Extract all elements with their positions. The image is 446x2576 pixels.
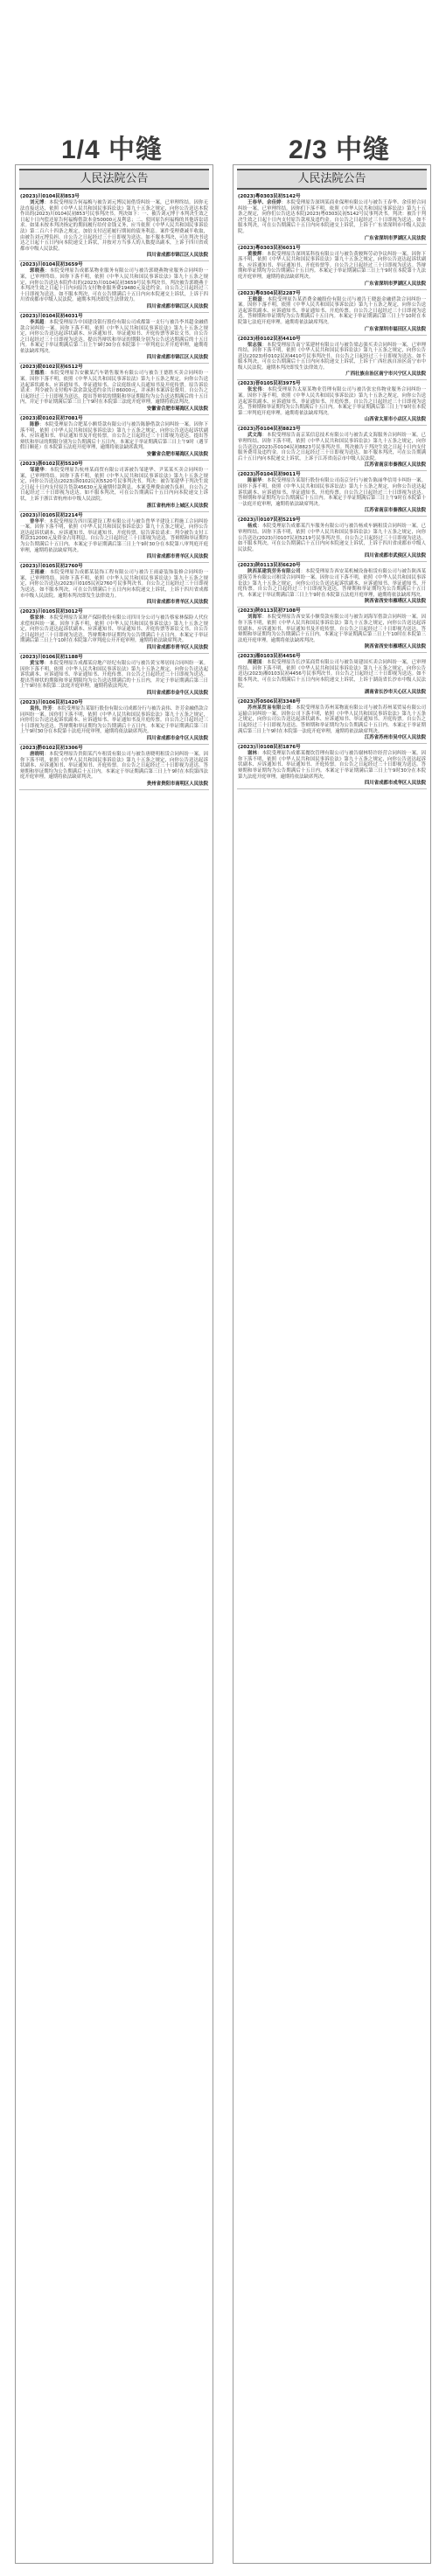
notice-body: 黄骏辉：本院受理原告深圳某科技有限公司与被告黄骏辉劳动争议纠纷一案。因你下落不明，依照《中华人民共和国民事诉讼法》第九十五条之规定，向你公告送达起诉状副本、应诉通知书、举证通知书、开庭传票等。自公告之日起经过三十日即视为送达。答辩期和举证期均为公告期满后十五日内。本案定于举证期满后第三日上午9时在本院第十九法庭开庭审理，逾期将依法缺席判决。 <box>238 251 426 280</box>
notice-body: 陈静：本院受理原告合肥某小额贷款有限公司与被告陈静借款合同纠纷一案。因你下落不明，依照《中华人民共和国民事诉讼法》第九十五条之规定，向你公告送达起诉状副本、应诉通知书、举证通知书及开庭传票。自公告之日起经过三十日即视为送达。提出答辩状和举证的期限分别为公告期满后十五日内。本案定于举证期满后第三日上午9时（遇节假日顺延）在本院第五法庭开庭审理，逾期将依法缺席裁判。 <box>20 422 208 451</box>
court-notice <box>16 745 213 789</box>
notice-party: 杨成 <box>247 524 258 530</box>
notice-body: 蔡家林：本院受理原告某财产保险股份有限公司四川分公司与被告蔡家林保险人代位求偿权纠纷一案。因你下落不明，依照《中华人民共和国民事诉讼法》第九十五条之规定，向你公告送达起诉状副本、应诉通知书、举证通知书、开庭传票等诉讼文书。自公告之日起经过三十日即视为送达。答辩期和举证期均为公告期满后十五日内。本案定于举证期满后第三日上午10时在本院第六审判庭公开开庭审理。逾期将依法缺席判决。 <box>20 615 208 644</box>
notice-party: 蔡家林 <box>30 615 45 621</box>
notice-court-signature: 湖南省长沙市天心区人民法院 <box>364 690 426 696</box>
notice-party: 袁伟, 许芳 <box>30 706 52 712</box>
notice-body: 陈丽华：本院受理原告某银行股份有限公司南京分行与被告陈丽华信用卡纠纷一案。因你下落不明，依照《中华人民共和国民事诉讼法》第九十五条之规定，向你公告送达起诉状副本、应诉通知书、举证通知书、开庭传票。自公告之日起经过三十日即视为送达。答辩期和举证期均为公告期满后十五日内。本案定于举证期满后第三日上午9时在本院第十一法庭开庭审理，逾期将依法缺席判决。 <box>238 478 426 507</box>
notice-case-number: (2023)陕0113民初7108号 <box>238 608 301 614</box>
notice-court-signature: 四川省成都市青羊区人民法院 <box>146 645 208 651</box>
notice-court-signature: 广东省深圳市罗湖区人民法院 <box>364 235 426 241</box>
notice-court-signature: 陕西省西安市雁塔区人民法院 <box>364 599 426 605</box>
notice-body: 王春华、余佳婷：本院受理原告深圳某商业保理有限公司与被告王春华、余佳婷合同纠纷一案，已审理终结。因你们下落不明，依照《中华人民共和国民事诉讼法》第九十五条之规定，向你们公告送达本院(2023)粤0303民初5142号民事判决书。判决：被告于判决生效之日起十日内支付原告款项及违约金。自公告之日起经过三十日即视为送达。如不服本判决，可在公告期满后十五日内向本院递交上诉状，上诉于广东省深圳市中级人民法院。 <box>238 200 426 234</box>
notice-body: 李其超：本院受理原告中国建设银行股份有限公司成都第一支行与被告李其超金融借款合同纠纷一案。因你下落不明，依照《中华人民共和国民事诉讼法》第九十五条之规定，向你公告送达起诉状副本、应诉通知书、举证通知书、开庭传票等诉讼文书。自公告之日起经过三十日即视为送达。提出答辩状和举证的期限分别为公告送达期满后的十五日内。本案定于举证期满后第三日上午9时30分在本院第十一审判庭公开开庭审理，逾期将依法缺席判决。 <box>20 319 208 354</box>
court-notice <box>16 608 213 653</box>
notice-text: 本院受理原告苏州某物流有限公司与被告苏州某贸易有限公司运输合同纠纷一案。因你公司下落不明，依照《中华人民共和国民事诉讼法》第九十五条之规定，向你公司公告送达起诉状副本、应诉通知书、举证通知书、开庭传票。自公告之日起经过三十日即视为送达。答辩期和举证期均为公告期满后十五日内。本案定于举证期满后第三日上午9时在本院第一法庭开庭审理，逾期将依法缺席判决。 <box>238 705 426 734</box>
notice-court-signature: 广东省深圳市罗湖区人民法院 <box>364 281 426 287</box>
notice-court-signature: 四川省成都市锦江区人民法院 <box>146 253 208 259</box>
notice-case-number: (2023)皖0102民初6512号 <box>20 365 83 371</box>
notice-case-number: (2023)黔0102民初3306号 <box>20 746 83 751</box>
notice-body: 武文海：本院受理原告南京某信息技术有限公司与被告武文海服务合同纠纷一案，已审理终结。因你下落不明，依照《中华人民共和国民事诉讼法》第九十五条之规定，向你公告送达(2023)苏0104民初8823号民事判决书。判决被告于判决生效之日起十日内支付服务费用及违约金。自公告之日起经过三十日即视为送达。如不服本判决，可在公告期满后十五日内向本院递交上诉状，上诉于江苏省南京市中级人民法院。 <box>238 433 426 462</box>
notice-case-number: (2023)川0105民初2214号 <box>20 512 83 518</box>
court-notice <box>233 744 430 788</box>
notice-party: 武文海 <box>247 433 262 439</box>
notice-court-signature: 四川省成都市金牛区人民法院 <box>146 736 208 741</box>
court-notice <box>16 313 213 364</box>
notice-court-signature: 四川省成都市锦江区人民法院 <box>146 355 208 361</box>
notice-party: 王春华、余佳婷 <box>247 200 282 205</box>
court-notice <box>16 563 213 608</box>
court-notice <box>233 290 430 335</box>
notice-party: 郭晓燕 <box>30 268 45 274</box>
notice-body: 黄宝琴：本院受理原告成都某房地产经纪有限公司与被告黄宝琴居间合同纠纷一案。因你下落不明，依照《中华人民共和国民事诉讼法》第九十五条之规定，向你公告送达起诉状副本、应诉通知书、举证通知书、开庭传票。自公告之日起经过三十日即视为送达。提出答辩状的期限和举证期限均为公告送达期满后的十五日内，并定于举证期满后第三日上午9时在本院第二法庭开庭审理。逾期将依法判决。 <box>20 661 208 690</box>
notice-court-signature: 浙江省杭州市上城区人民法院 <box>146 503 208 509</box>
right-column-title: 2/3 中缝 <box>289 135 391 164</box>
notice-court-signature: 四川省成都市金牛区人民法院 <box>146 691 208 697</box>
notice-court-signature: 安徽省合肥市瑶海区人民法院 <box>146 406 208 413</box>
notice-party: 刘元博 <box>30 200 45 205</box>
notice-party: 黄骏辉 <box>247 251 262 257</box>
notice-court-signature: 四川省成都市青羊区人民法院 <box>146 600 208 606</box>
notice-text: 本院受理原告成都某汽车服务有限公司与被告杨成车辆租赁合同纠纷一案，已审理终结。因你下落不明，依照《中华人民共和国民事诉讼法》第九十五条之规定，向你公告送达(2023)川0107民初5219号民事判决书。自公告之日起经过三十日即视为送达。如不服本判决，可在公告期满后十五日内向本院递交上诉状，上诉于四川省成都市中级人民法院。 <box>238 524 426 552</box>
notice-text: 本院受理原告深圳某科技有限公司与被告黄骏辉劳动争议纠纷一案。因你下落不明，依照《中华人民共和国民事诉讼法》第九十五条之规定，向你公告送达起诉状副本、应诉通知书、举证通知书、开庭传票等。自公告之日起经过三十日即视为送达。答辩期和举证期均为公告期满后十五日内。本案定于举证期满后第三日上午9时在本院第十九法庭开庭审理，逾期将依法缺席判决。 <box>238 251 426 280</box>
notice-party: 陈静 <box>30 422 40 428</box>
notice-case-number: (2023)苏0506民初3348号 <box>238 699 301 705</box>
notice-case-number: (2023)川0107民初5219号 <box>238 517 301 524</box>
court-notice <box>233 653 430 698</box>
notice-case-number: (2023)浙0102民初5520号 <box>20 462 83 467</box>
notice-court-signature: 安徽省合肥市瑶海区人民法院 <box>146 452 208 457</box>
notice-body: 陕西某建筑劳务有限公司：本院受理原告西安某机械设备租赁有限公司与被告陕西某建筑劳务有限公司租赁合同纠纷一案。因你公司下落不明，依照《中华人民共和国民事诉讼法》第九十五条之规定，向你公司公告送达起诉状副本、应诉通知书、举证通知书、开庭传票。自公告之日起经过三十日即视为送达。答辩期和举证期均为公告期满后十五日内。本案定于举证期满后第三日上午9时在本院第五法庭开庭审理，逾期将依法缺席判决。 <box>238 569 426 598</box>
court-notice <box>16 699 213 744</box>
notice-body: 郭晓燕：本院受理原告成都某物业服务有限公司与被告郭晓燕物业服务合同纠纷一案，已审理终结。因你下落不明，依照《中华人民共和国民事诉讼法》第九十五条之规定，向你公告送达本院作出的(2023)川0104民初3659号民事判决书。判决被告郭晓燕于本判决生效之日起十日内向原告支付物业服务费19480元及违约金。自公告之日起经过三十日即视为送达。如不服本判决，可在公告期满后十五日内向本院递交上诉状，上诉于四川省成都市中级人民法院。逾期本判决即发生法律效力。 <box>20 268 208 303</box>
notice-body: 苏州某贸易有限公司：本院受理原告苏州某物流有限公司与被告苏州某贸易有限公司运输合同纠纷一案。因你公司下落不明，依照《中华人民共和国民事诉讼法》第九十五条之规定，向你公司公告送达起诉状副本、应诉通知书、举证通知书、开庭传票。自公告之日起经过三十日即视为送达。答辩期和举证期均为公告期满后十五日内。本案定于举证期满后第三日上午9时在本院第一法庭开庭审理，逾期将依法缺席判决。 <box>238 705 426 734</box>
court-notice <box>16 261 213 312</box>
court-notice <box>16 415 213 460</box>
notice-party: 刘海军 <box>247 614 262 621</box>
notice-court-signature: 四川省成都市成华区人民法院 <box>364 781 426 787</box>
court-notice <box>233 380 430 425</box>
notice-court-signature: 四川省成都市青羊区人民法院 <box>146 554 208 560</box>
left-notice-list <box>16 193 213 790</box>
notice-text: 本院受理原告成都某物业服务有限公司与被告郭晓燕物业服务合同纠纷一案，已审理终结。因你下落不明，依照《中华人民共和国民事诉讼法》第九十五条之规定，向你公告送达本院作出的(2023)川0104民初3659号民事判决书。判决被告郭晓燕于本判决生效之日起十日内向原告支付物业服务费19480元及违约金。自公告之日起经过三十日即视为送达。如不服本判决，可在公告期满后十五日内向本院递交上诉状，上诉于四川省成都市中级人民法院。逾期本判决即发生法律效力。 <box>20 268 208 303</box>
notice-text: 本院受理原告成都某装饰工程有限公司与被告王雨豪装饰装修合同纠纷一案，已审理终结。因你下落不明，依照《中华人民共和国民事诉讼法》第九十五条之规定，向你公告送达(2023)川0105民初2760号民事判决书。自公告之日起经过三十日即视为送达。如不服本判决，可在公告期满后十五日内向本院递交上诉状，上诉于四川省成都市中级人民法院。逾期本判决即发生法律效力。 <box>20 570 208 599</box>
notice-body: 王德胜：本院受理原告安徽某汽车销售服务有限公司与被告王德胜买卖合同纠纷一案。因你下落不明，依照《中华人民共和国民事诉讼法》第九十五条之规定，向你公告送达起诉状副本、应诉通知书、举证通知书、合议庭组成人员通知书及开庭传票。原告诉讼请求：判令被告支付购车款余款及违约金共计86000元，并承担本案诉讼费用。自公告之日起经过三十日即视为送达。提出答辩状的期限和举证期限均为公告送达期满后的十五日内，并定于举证期满后第三日上午9时在本院第三法庭开庭审理。逾期将依法判决。 <box>20 371 208 406</box>
notice-body: 唐晓明：本院受理原告贵阳某汽车租赁有限公司与被告唐晓明租赁合同纠纷一案。因你下落不明，依照《中华人民共和国民事诉讼法》第九十五条之规定，向你公告送达起诉状副本、应诉通知书、举证通知书、开庭传票。自公告之日起经过三十日即视为送达。答辩期和举证期均为公告期满后十五日内。本案定于举证期满后第三日上午9时在本院第四法庭开庭审理。逾期将依法缺席判决。 <box>20 752 208 781</box>
notice-party: 王晓磊 <box>247 296 263 302</box>
notice-text: 本院受理原告太原某物业管理有限公司与被告张宏伟物业服务合同纠纷一案。因你下落不明，依照《中华人民共和国民事诉讼法》第九十五条之规定，向你公告送达起诉状副本、应诉通知书、举证通知书、开庭传票。自公告之日起经过三十日即视为送达。答辩期和举证期均为公告期满后十五日内。本案定于举证期满后第三日上午9时在本院第二审判庭开庭审理。逾期将依法缺席判决。 <box>238 387 426 416</box>
notice-text: 本院受理原告成都某餐饮管理有限公司与被告谢林特许经营合同纠纷一案。因你下落不明，依照《中华人民共和国民事诉讼法》第九十五条之规定，向你公告送达起诉状副本、应诉通知书、举证通知书、开庭传票。自公告之日起经过三十日即视为送达。答辩期和举证期均为公告期满后十五日内。本案定于举证期满后第三日上午9时30分在本院第九法庭开庭审理，逾期将依法缺席判决。 <box>238 751 426 780</box>
notice-party: 张宏伟 <box>247 387 263 393</box>
court-notice <box>233 193 430 244</box>
notice-case-number: (2023)苏0104民初9011号 <box>238 472 301 478</box>
notice-case-number: (2023)川0106民初1420号 <box>20 700 83 706</box>
notice-case-number: (2023)晋0105民初3975号 <box>238 381 301 387</box>
notice-body: 王雨豪：本院受理原告成都某装饰工程有限公司与被告王雨豪装饰装修合同纠纷一案，已审理终结。因你下落不明，依照《中华人民共和国民事诉讼法》第九十五条之规定，向你公告送达(2023)川0105民初2760号民事判决书。自公告之日起经过三十日即视为送达。如不服本判决，可在公告期满后十五日内向本院递交上诉状，上诉于四川省成都市中级人民法院。逾期本判决即发生法律效力。 <box>20 570 208 599</box>
court-notice <box>16 193 213 260</box>
notice-text: 本院受理原告某银行股份有限公司成都分行与被告袁伟、许芳金融借款合同纠纷一案。因你们下落不明，依照《中华人民共和国民事诉讼法》第九十五条之规定，向你们公告送达起诉状副本、应诉通知书、举证通知书及开庭传票。自公告之日起经过三十日即视为送达。答辩期和举证期均为公告期满后十五日内。本案定于举证期满后第三日上午9时30分在本院第十法庭开庭审理，逾期将依法缺席判决。 <box>20 706 208 735</box>
notice-case-number: (2023)粤0303民初6031号 <box>238 245 301 251</box>
notice-text: 本院受理原告何福梅与被告刘元博民间借贷纠纷一案，已审理终结。因你无法直接送达，依照《中华人民共和国民事诉讼法》第九十五条之规定，向你公告送达本院作出的(2023)川0104民初853号民事判决书。判决如下：一、被告刘元博于本判决生效之日起十日内偿还原告何福梅借款本金50000元及利息；二、驳回原告何福梅的其他诉讼请求。如果未按本判决指定的期间履行给付金钱义务，应当依照《中华人民共和国民事诉讼法》第二百六十四条之规定，加倍支付迟延履行期间的债务利息。案件受理费减半收取，由被告刘元博负担。自公告之日起经过三十日即视为送达。如不服本判决，可在判决书送达之日起十五日内向本院递交上诉状，并按对方当事人的人数提出副本，上诉于四川省成都市中级人民法院。 <box>20 200 208 252</box>
left-column-header: 人民法院公告 <box>19 169 209 190</box>
notice-court-signature: 四川省成都市锦江区人民法院 <box>146 303 208 309</box>
notice-text: 本院受理原告某银行股份有限公司南京分行与被告陈丽华信用卡纠纷一案。因你下落不明，依照《中华人民共和国民事诉讼法》第九十五条之规定，向你公告送达起诉状副本、应诉通知书、举证通知书、开庭传票。自公告之日起经过三十日即视为送达。答辩期和举证期均为公告期满后十五日内。本案定于举证期满后第三日上午9时在本院第十一法庭开庭审理，逾期将依法缺席判决。 <box>238 478 426 507</box>
notice-party: 谢林 <box>247 751 258 757</box>
notice-case-number: (2023)陕0113民初6620号 <box>238 563 301 569</box>
notice-party: 苏州某贸易有限公司 <box>247 705 291 712</box>
notice-case-number: (2023)苏0104民初8823号 <box>238 427 301 433</box>
court-notice <box>233 336 430 380</box>
notice-court-signature: 陕西省西安市雁塔区人民法院 <box>364 644 426 650</box>
notice-case-number: (2023)粤0304民初2287号 <box>238 290 301 296</box>
notice-case-number: (2023)川0104民初3659号 <box>20 262 83 268</box>
notice-case-number: (2023)桂0102民初4410号 <box>238 336 301 342</box>
notice-court-signature: 贵州省贵阳市南明区人民法院 <box>146 781 208 787</box>
right-notice-column <box>233 164 431 2564</box>
notice-text: 本院受理原告四川某建设工程有限公司与被告曾华平建设工程施工合同纠纷一案。因你下落不明，依照《中华人民共和国民事诉讼法》第九十五条之规定，向你公告送达起诉状副本、应诉通知书、举证通知书、开庭传票。原告诉讼请求：判令被告支付工程款312000元及资金占用利息。自公告之日起经过三十日即视为送达。答辩期和举证期均为公告期满后十五日内。本案定于举证期满后第三日上午9时30分在本院第八审判庭开庭审理，逾期将依法缺席判决。 <box>20 518 208 553</box>
notice-text: 本院受理原告长沙某商贸有限公司与被告周建国买卖合同纠纷一案，已审理终结。因你下落不明，依照《中华人民共和国民事诉讼法》第九十五条之规定，向你公告送达(2023)湘0103民初4456号民事判决书。自公告之日起经过三十日即视为送达。如不服本判决，可在公告期满后十五日内向本院递交上诉状，上诉于湖南省长沙市中级人民法院。 <box>238 660 426 689</box>
notice-party: 黄宝琴 <box>30 661 45 667</box>
notice-text: 本院受理原告西安某机械设备租赁有限公司与被告陕西某建筑劳务有限公司租赁合同纠纷一案。因你公司下落不明，依照《中华人民共和国民事诉讼法》第九十五条之规定，向你公司公告送达起诉状副本、应诉通知书、举证通知书、开庭传票。自公告之日起经过三十日即视为送达。答辩期和举证期均为公告期满后十五日内。本案定于举证期满后第三日上午9时在本院第五法庭开庭审理，逾期将依法缺席判决。 <box>238 569 426 598</box>
court-notice <box>16 461 213 511</box>
notice-party: 王雨豪 <box>30 570 45 576</box>
notice-case-number: (2023)川0108民初1876号 <box>238 745 301 751</box>
notice-text: 本院受理原告西安某小额贷款有限公司与被告刘海军借款合同纠纷一案。因你下落不明，依照《中华人民共和国民事诉讼法》第九十五条之规定，向你公告送达起诉状副本、应诉通知书、举证通知书及开庭传票。自公告之日起经过三十日即视为送达。答辩期和举证期均为公告期满后十五日内。本案定于举证期满后第三日上午10时在本院第三法庭开庭审理。逾期将依法缺席判决。 <box>238 614 426 643</box>
court-notice <box>233 517 430 561</box>
notice-court-signature: 广西壮族自治区南宁市兴宁区人民法院 <box>345 371 426 378</box>
notice-text: 本院受理原告杭州某商贸有限公司诉被告邹建华、尹某某买卖合同纠纷一案，已审理终结。因你下落不明，依照《中华人民共和国民事诉讼法》第九十五条之规定，向你公告送达(2023)浙0102民初5520号民事判决书。判决：被告邹建华于判决生效之日起十日内支付原告货款45630元及逾期付款利息。本案受理费由被告负担。自公告之日起经过三十日即视为送达。如不服本判决，可在公告期满后十五日内向本院递交上诉状，上诉于浙江省杭州市中级人民法院。 <box>20 468 208 502</box>
notice-court-signature: 江苏省南京市秦淮区人民法院 <box>364 508 426 514</box>
left-column-title: 1/4 中缝 <box>61 135 164 164</box>
notice-party: 梁志强 <box>247 342 262 348</box>
court-notice <box>233 698 430 743</box>
notice-divider <box>237 788 427 789</box>
notice-body: 邹建华：本院受理原告杭州某商贸有限公司诉被告邹建华、尹某某买卖合同纠纷一案，已审理终结。因你下落不明，依照《中华人民共和国民事诉讼法》第九十五条之规定，向你公告送达(2023)浙0102民初5520号民事判决书。判决：被告邹建华于判决生效之日起十日内支付原告货款45630元及逾期付款利息。本案受理费由被告负担。自公告之日起经过三十日即视为送达。如不服本判决，可在公告期满后十五日内向本院递交上诉状，上诉于浙江省杭州市中级人民法院。 <box>20 468 208 502</box>
notice-body: 刘元博：本院受理原告何福梅与被告刘元博民间借贷纠纷一案，已审理终结。因你无法直接送达，依照《中华人民共和国民事诉讼法》第九十五条之规定，向你公告送达本院作出的(2023)川0104民初853号民事判决书。判决如下：一、被告刘元博于本判决生效之日起十日内偿还原告何福梅借款本金50000元及利息；二、驳回原告何福梅的其他诉讼请求。如果未按本判决指定的期间履行给付金钱义务，应当依照《中华人民共和国民事诉讼法》第二百六十四条之规定，加倍支付迟延履行期间的债务利息。案件受理费减半收取，由被告刘元博负担。自公告之日起经过三十日即视为送达。如不服本判决，可在判决书送达之日起十五日内向本院递交上诉状，并按对方当事人的人数提出副本，上诉于四川省成都市中级人民法院。 <box>20 200 208 252</box>
notice-text: 本院受理原告深圳某商业保理有限公司与被告王春华、余佳婷合同纠纷一案，已审理终结。因你们下落不明，依照《中华人民共和国民事诉讼法》第九十五条之规定，向你们公告送达本院(2023)粤0303民初5142号民事判决书。判决：被告于判决生效之日起十日内支付原告款项及违约金。自公告之日起经过三十日即视为送达。如不服本判决，可在公告期满后十五日内向本院递交上诉状，上诉于广东省深圳市中级人民法院。 <box>238 200 426 234</box>
court-notice <box>233 245 430 289</box>
notice-case-number: (2023)川0104民初853号 <box>20 194 80 199</box>
notice-case-number: (2023)皖0102民初7081号 <box>20 416 83 422</box>
notice-party: 周建国 <box>247 660 262 666</box>
notice-case-number: (2023)湘0103民初4456号 <box>238 654 301 660</box>
notice-body: 张宏伟：本院受理原告太原某物业管理有限公司与被告张宏伟物业服务合同纠纷一案。因你下落不明，依照《中华人民共和国民事诉讼法》第九十五条之规定，向你公告送达起诉状副本、应诉通知书、举证通知书、开庭传票。自公告之日起经过三十日即视为送达。答辩期和举证期均为公告期满后十五日内。本案定于举证期满后第三日上午9时在本院第二审判庭开庭审理。逾期将依法缺席判决。 <box>238 387 426 416</box>
court-notice <box>16 654 213 698</box>
notice-text: 本院受理原告贵阳某汽车租赁有限公司与被告唐晓明租赁合同纠纷一案。因你下落不明，依照《中华人民共和国民事诉讼法》第九十五条之规定，向你公告送达起诉状副本、应诉通知书、举证通知书、开庭传票。自公告之日起经过三十日即视为送达。答辩期和举证期均为公告期满后十五日内。本案定于举证期满后第三日上午9时在本院第四法庭开庭审理。逾期将依法缺席判决。 <box>20 752 208 781</box>
notice-body: 刘海军：本院受理原告西安某小额贷款有限公司与被告刘海军借款合同纠纷一案。因你下落不明，依照《中华人民共和国民事诉讼法》第九十五条之规定，向你公告送达起诉状副本、应诉通知书、举证通知书及开庭传票。自公告之日起经过三十日即视为送达。答辩期和举证期均为公告期满后十五日内。本案定于举证期满后第三日上午10时在本院第三法庭开庭审理。逾期将依法缺席判决。 <box>238 614 426 643</box>
notice-case-number: (2023)川0105民初3012号 <box>20 609 83 615</box>
court-notice <box>233 562 430 607</box>
notice-court-signature: 江苏省南京市秦淮区人民法院 <box>364 462 426 469</box>
notice-body: 周建国：本院受理原告长沙某商贸有限公司与被告周建国买卖合同纠纷一案，已审理终结。因你下落不明，依照《中华人民共和国民事诉讼法》第九十五条之规定，向你公告送达(2023)湘0103民初4456号民事判决书。自公告之日起经过三十日即视为送达。如不服本判决，可在公告期满后十五日内向本院递交上诉状，上诉于湖南省长沙市中级人民法院。 <box>238 660 426 689</box>
notice-divider <box>19 789 209 790</box>
notice-case-number: (2023)川0105民初2760号 <box>20 564 83 570</box>
right-column-header: 人民法院公告 <box>237 169 427 190</box>
notice-body: 王晓磊：本院受理原告某消费金融股份有限公司与被告王晓磊金融借款合同纠纷一案。因你下落不明，依照《中华人民共和国民事诉讼法》第九十五条之规定，向你公告送达起诉状副本、应诉通知书、举证通知书、开庭传票。自公告之日起经过三十日即视为送达。答辩期和举证期均为公告期满后十五日内。本案定于举证期满后第三日上午10时在本院第七法庭开庭审理。逾期将依法缺席判决。 <box>238 296 426 325</box>
notice-case-number: (2023)粤0303民初5142号 <box>238 194 301 199</box>
notice-party: 曾华平 <box>30 518 45 524</box>
notice-party: 李其超 <box>30 319 45 325</box>
notice-body: 杨成：本院受理原告成都某汽车服务有限公司与被告杨成车辆租赁合同纠纷一案，已审理终结。因你下落不明，依照《中华人民共和国民事诉讼法》第九十五条之规定，向你公告送达(2023)川0107民初5219号民事判决书。自公告之日起经过三十日即视为送达。如不服本判决，可在公告期满后十五日内向本院递交上诉状，上诉于四川省成都市中级人民法院。 <box>238 524 426 552</box>
notice-text: 本院受理原告合肥某小额贷款有限公司与被告陈静借款合同纠纷一案。因你下落不明，依照《中华人民共和国民事诉讼法》第九十五条之规定，向你公告送达起诉状副本、应诉通知书、举证通知书及开庭传票。自公告之日起经过三十日即视为送达。提出答辩状和举证的期限分别为公告期满后十五日内。本案定于举证期满后第三日上午9时（遇节假日顺延）在本院第五法庭开庭审理，逾期将依法缺席裁判。 <box>20 422 208 451</box>
court-notice <box>233 426 430 470</box>
notice-body: 曾华平：本院受理原告四川某建设工程有限公司与被告曾华平建设工程施工合同纠纷一案。因你下落不明，依照《中华人民共和国民事诉讼法》第九十五条之规定，向你公告送达起诉状副本、应诉通知书、举证通知书、开庭传票。原告诉讼请求：判令被告支付工程款312000元及资金占用利息。自公告之日起经过三十日即视为送达。答辩期和举证期均为公告期满后十五日内。本案定于举证期满后第三日上午9时30分在本院第八审判庭开庭审理，逾期将依法缺席判决。 <box>20 518 208 553</box>
notice-party: 唐晓明 <box>30 752 45 757</box>
notice-court-signature: 四川省成都市武侯区人民法院 <box>364 553 426 559</box>
notice-text: 本院受理原告南京某信息技术有限公司与被告武文海服务合同纠纷一案，已审理终结。因你下落不明，依照《中华人民共和国民事诉讼法》第九十五条之规定，向你公告送达(2023)苏0104民初8823号民事判决书。判决被告于判决生效之日起十日内支付服务费用及违约金。自公告之日起经过三十日即视为送达。如不服本判决，可在公告期满后十五日内向本院递交上诉状，上诉于江苏省南京市中级人民法院。 <box>238 433 426 462</box>
notice-court-signature: 山西省太原市小店区人民法院 <box>364 417 426 423</box>
notice-text: 本院受理原告南宁某建材有限公司与被告梁志强买卖合同纠纷一案，已审理终结。因你下落不明，依照《中华人民共和国民事诉讼法》第九十五条之规定，向你公告送达(2023)桂0102民初4410号民事判决书。自公告之日起经过三十日即视为送达。如不服本判决，可在公告期满后十五日内向本院递交上诉状，上诉于广西壮族自治区南宁市中级人民法院。逾期本判决即发生法律效力。 <box>238 342 426 371</box>
court-notice <box>233 471 430 516</box>
notice-case-number: (2023)川0104民初4031号 <box>20 313 83 319</box>
notice-text: 本院受理原告成都某房地产经纪有限公司与被告黄宝琴居间合同纠纷一案。因你下落不明，依照《中华人民共和国民事诉讼法》第九十五条之规定，向你公告送达起诉状副本、应诉通知书、举证通知书、开庭传票。自公告之日起经过三十日即视为送达。提出答辩状的期限和举证期限均为公告送达期满后的十五日内，并定于举证期满后第三日上午9时在本院第二法庭开庭审理。逾期将依法判决。 <box>20 661 208 690</box>
notice-party: 王德胜 <box>30 371 45 377</box>
notice-body: 袁伟, 许芳：本院受理原告某银行股份有限公司成都分行与被告袁伟、许芳金融借款合同纠纷一案。因你们下落不明，依照《中华人民共和国民事诉讼法》第九十五条之规定，向你们公告送达起诉状副本、应诉通知书、举证通知书及开庭传票。自公告之日起经过三十日即视为送达。答辩期和举证期均为公告期满后十五日内。本案定于举证期满后第三日上午9时30分在本院第十法庭开庭审理，逾期将依法缺席判决。 <box>20 706 208 735</box>
notice-court-signature: 江苏省苏州市吴中区人民法院 <box>364 735 426 741</box>
court-notice <box>16 512 213 563</box>
notice-body: 梁志强：本院受理原告南宁某建材有限公司与被告梁志强买卖合同纠纷一案，已审理终结。因你下落不明，依照《中华人民共和国民事诉讼法》第九十五条之规定，向你公告送达(2023)桂0102民初4410号民事判决书。自公告之日起经过三十日即视为送达。如不服本判决，可在公告期满后十五日内向本院递交上诉状，上诉于广西壮族自治区南宁市中级人民法院。逾期本判决即发生法律效力。 <box>238 342 426 371</box>
right-notice-list <box>233 193 430 789</box>
left-notice-column <box>15 164 213 2564</box>
court-notice <box>16 364 213 414</box>
notice-text: 本院受理原告某消费金融股份有限公司与被告王晓磊金融借款合同纠纷一案。因你下落不明，依照《中华人民共和国民事诉讼法》第九十五条之规定，向你公告送达起诉状副本、应诉通知书、举证通知书、开庭传票。自公告之日起经过三十日即视为送达。答辩期和举证期均为公告期满后十五日内。本案定于举证期满后第三日上午10时在本院第七法庭开庭审理。逾期将依法缺席判决。 <box>238 296 426 325</box>
notice-party: 陕西某建筑劳务有限公司 <box>247 569 301 575</box>
court-notice <box>233 608 430 652</box>
notice-text: 本院受理原告安徽某汽车销售服务有限公司与被告王德胜买卖合同纠纷一案。因你下落不明，依照《中华人民共和国民事诉讼法》第九十五条之规定，向你公告送达起诉状副本、应诉通知书、举证通知书、合议庭组成人员通知书及开庭传票。原告诉讼请求：判令被告支付购车款余款及违约金共计86000元，并承担本案诉讼费用。自公告之日起经过三十日即视为送达。提出答辩状的期限和举证期限均为公告送达期满后的十五日内，并定于举证期满后第三日上午9时在本院第三法庭开庭审理。逾期将依法判决。 <box>20 371 208 406</box>
notice-party: 陈丽华 <box>247 478 262 484</box>
notice-text: 本院受理原告某财产保险股份有限公司四川分公司与被告蔡家林保险人代位求偿权纠纷一案。因你下落不明，依照《中华人民共和国民事诉讼法》第九十五条之规定，向你公告送达起诉状副本、应诉通知书、举证通知书、开庭传票等诉讼文书。自公告之日起经过三十日即视为送达。答辩期和举证期均为公告期满后十五日内。本案定于举证期满后第三日上午10时在本院第六审判庭公开开庭审理。逾期将依法缺席判决。 <box>20 615 208 644</box>
notice-body: 谢林：本院受理原告成都某餐饮管理有限公司与被告谢林特许经营合同纠纷一案。因你下落不明，依照《中华人民共和国民事诉讼法》第九十五条之规定，向你公告送达起诉状副本、应诉通知书、举证通知书、开庭传票。自公告之日起经过三十日即视为送达。答辩期和举证期均为公告期满后十五日内。本案定于举证期满后第三日上午9时30分在本院第九法庭开庭审理，逾期将依法缺席判决。 <box>238 751 426 780</box>
notice-text: 本院受理原告中国建设银行股份有限公司成都第一支行与被告李其超金融借款合同纠纷一案。因你下落不明，依照《中华人民共和国民事诉讼法》第九十五条之规定，向你公告送达起诉状副本、应诉通知书、举证通知书、开庭传票等诉讼文书。自公告之日起经过三十日即视为送达。提出答辩状和举证的期限分别为公告送达期满后的十五日内。本案定于举证期满后第三日上午9时30分在本院第十一审判庭公开开庭审理，逾期将依法缺席判决。 <box>20 319 208 354</box>
notice-case-number: (2023)川0106民初1188号 <box>20 655 83 661</box>
notice-court-signature: 广东省深圳市福田区人民法院 <box>364 326 426 332</box>
notice-party: 邹建华 <box>30 468 45 473</box>
